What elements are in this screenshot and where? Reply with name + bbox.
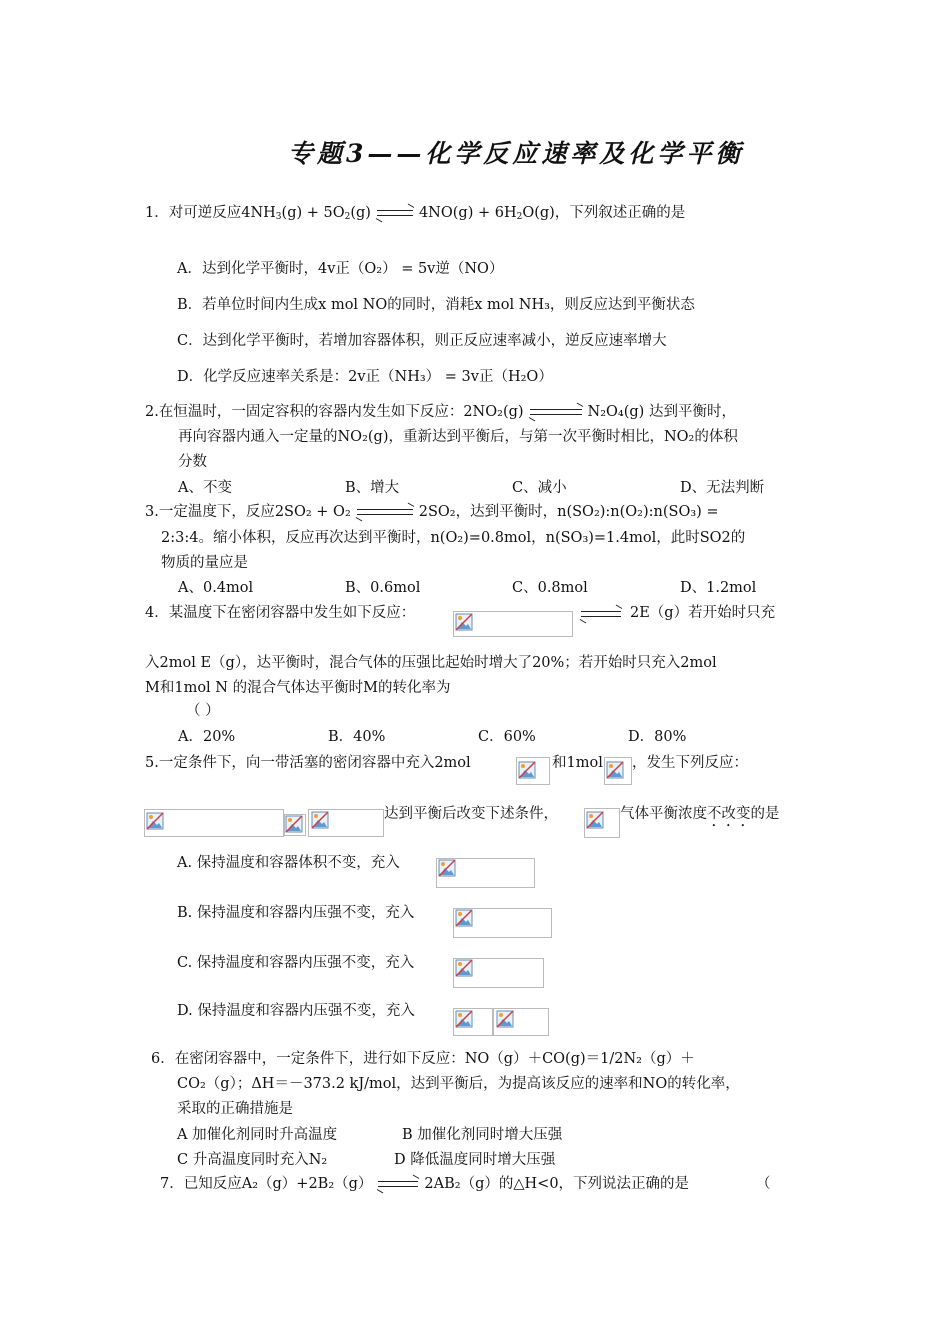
equilibrium-arrow-icon — [375, 206, 415, 220]
equilibrium-arrow-icon — [355, 505, 415, 519]
q5-option-a: A. 保持温度和容器体积不变，充入 — [177, 855, 400, 871]
q6-option-d: D 降低温度同时增大压强 — [394, 1152, 556, 1168]
q7-text: 7．已知反应A₂（g）+2B₂（g） — [160, 1176, 373, 1192]
page-title: 专题3——化学反应速率及化学平衡 — [288, 139, 745, 168]
q2-line-1 — [145, 402, 736, 422]
q7-text: 2AB₂（g）的△H<0，下列说法正确的是 — [424, 1176, 690, 1192]
q7-line-1 — [160, 1174, 689, 1194]
q1-stem-part: O(g)，下列叙述正确的是 — [522, 205, 686, 221]
q3-text: 3.一定温度下，反应2SO₂ + O₂ — [145, 504, 351, 520]
q5-line-2a: 达到平衡后改变下述条件， — [384, 806, 558, 822]
q4-paren: （ ） — [186, 703, 220, 719]
broken-image-icon — [455, 959, 473, 977]
q3-option-b: B、0.6mol — [345, 580, 421, 596]
q4-option-a: A．20% — [178, 729, 236, 745]
q6-line-3: 采取的正确措施是 — [177, 1101, 293, 1117]
q4-option-d: D．80% — [628, 729, 687, 745]
q5-text: 气体平衡浓度 — [620, 806, 707, 822]
q1-stem-part: 1．对可逆反应4NH — [145, 205, 276, 221]
q6-line-1: 6．在密闭容器中，一定条件下，进行如下反应：NO（g）＋CO(g)＝1/2N₂（g）＋ — [151, 1051, 695, 1067]
broken-image-icon — [455, 909, 473, 927]
broken-image-icon — [455, 1010, 473, 1028]
q4-option-c: C．60% — [478, 729, 536, 745]
q6-option-c: C 升高温度同时充入N₂ — [177, 1152, 328, 1168]
q6-line-2: CO₂（g）；ΔH＝－373.2 kJ/mol，达到平衡后，为提高该反应的速率和NO的转化率， — [177, 1076, 740, 1092]
q3-option-c: C、0.8mol — [512, 580, 588, 596]
q5-line-1a: 5.一定条件下，向一带活塞的密闭容器中充入2mol — [145, 755, 471, 771]
broken-image-icon — [518, 761, 536, 779]
equilibrium-arrow-icon — [528, 405, 584, 419]
q2-option-a: A、不变 — [178, 480, 232, 496]
equilibrium-arrow-icon — [376, 1177, 420, 1191]
broken-image-icon — [311, 811, 329, 829]
q5-option-c: C. 保持温度和容器内压强不变，充入 — [177, 955, 415, 971]
q1-stem — [145, 203, 685, 223]
q2-option-d: D、无法判断 — [680, 480, 765, 496]
q2-line-2: 再向容器内通入一定量的NO₂(g)，重新达到平衡后，与第一次平衡时相比，NO₂的体积 — [178, 429, 738, 445]
q1-sub: 2 — [516, 212, 523, 222]
q6-option-b: B 加催化剂同时增大压强 — [402, 1127, 563, 1143]
q5-option-d: D. 保持温度和容器内压强不变，充入 — [177, 1003, 415, 1019]
broken-image-icon — [455, 613, 473, 631]
q2-text: N₂O₄(g) 达到平衡时， — [587, 404, 736, 420]
broken-image-icon — [496, 1010, 514, 1028]
q3-line-1 — [145, 502, 719, 522]
q4-line-1a: 4．某温度下在密闭容器中发生如下反应： — [145, 605, 416, 621]
q5-line-2 — [620, 804, 780, 830]
q1-option-a: A．达到化学平衡时，4v正（O₂） = 5v逆（NO） — [177, 261, 504, 277]
broken-image-icon — [606, 761, 624, 779]
q4-line-1b: 2E（g）若开始时只充 — [630, 605, 776, 621]
q4-line-3: M和1mol N 的混合气体达平衡时M的转化率为 — [145, 680, 451, 696]
q2-option-c: C、减小 — [512, 480, 567, 496]
equilibrium-arrow-icon — [579, 607, 623, 621]
q3-line-3: 物质的量应是 — [161, 555, 248, 571]
q3-option-a: A、0.4mol — [178, 580, 254, 596]
q3-line-2: 2:3:4。缩小体积，反应再次达到平衡时，n(O₂)=0.8mol，n(SO₃)=1.4mol，此时SO2的 — [161, 530, 746, 546]
q2-option-b: B、增大 — [345, 480, 400, 496]
q1-sub: 2 — [344, 212, 351, 222]
q3-text: 2SO₂，达到平衡时，n(SO₂):n(O₂):n(SO₃) = — [418, 504, 719, 520]
q4-option-b: B．40% — [328, 729, 386, 745]
reaction-image — [144, 809, 284, 837]
q6-option-a: A 加催化剂同时升高温度 — [177, 1127, 338, 1143]
q1-stem-part: 4NO(g) + 6H — [418, 205, 517, 221]
q1-option-d: D．化学反应速率关系是：2v正（NH₃） = 3v正（H₂O） — [177, 369, 553, 385]
q1-stem-part: (g) + 5O — [281, 205, 345, 221]
q2-text: 2.在恒温时，一固定容积的容器内发生如下反应：2NO₂(g) — [145, 404, 524, 420]
q1-option-c: C．达到化学平衡时，若增加容器体积，则正反应速率减小，逆反应速率增大 — [177, 333, 667, 349]
q1-sub: 3 — [275, 212, 282, 222]
q5-emphasis: 不改变 — [707, 806, 751, 822]
broken-image-icon — [285, 815, 303, 833]
q5-text: 的是 — [750, 806, 780, 822]
q5-option-b: B. 保持温度和容器内压强不变，充入 — [177, 905, 415, 921]
broken-image-icon — [438, 859, 456, 877]
q1-stem-part: (g) — [350, 205, 371, 221]
q2-line-3: 分数 — [178, 454, 207, 470]
q5-line-1c: ，发生下列反应： — [632, 755, 748, 771]
q3-option-d: D、1.2mol — [680, 580, 757, 596]
broken-image-icon — [146, 812, 164, 830]
q1-option-b: B．若单位时间内生成x mol NO的同时，消耗x mol NH₃，则反应达到平衡状态 — [177, 297, 695, 313]
q7-paren: （ — [756, 1176, 771, 1192]
q4-line-2: 入2mol E（g），达平衡时，混合气体的压强比起始时增大了20%；若开始时只充入2mol — [145, 655, 717, 671]
q5-line-1b: 和1mol — [552, 755, 603, 771]
broken-image-icon — [586, 811, 604, 829]
